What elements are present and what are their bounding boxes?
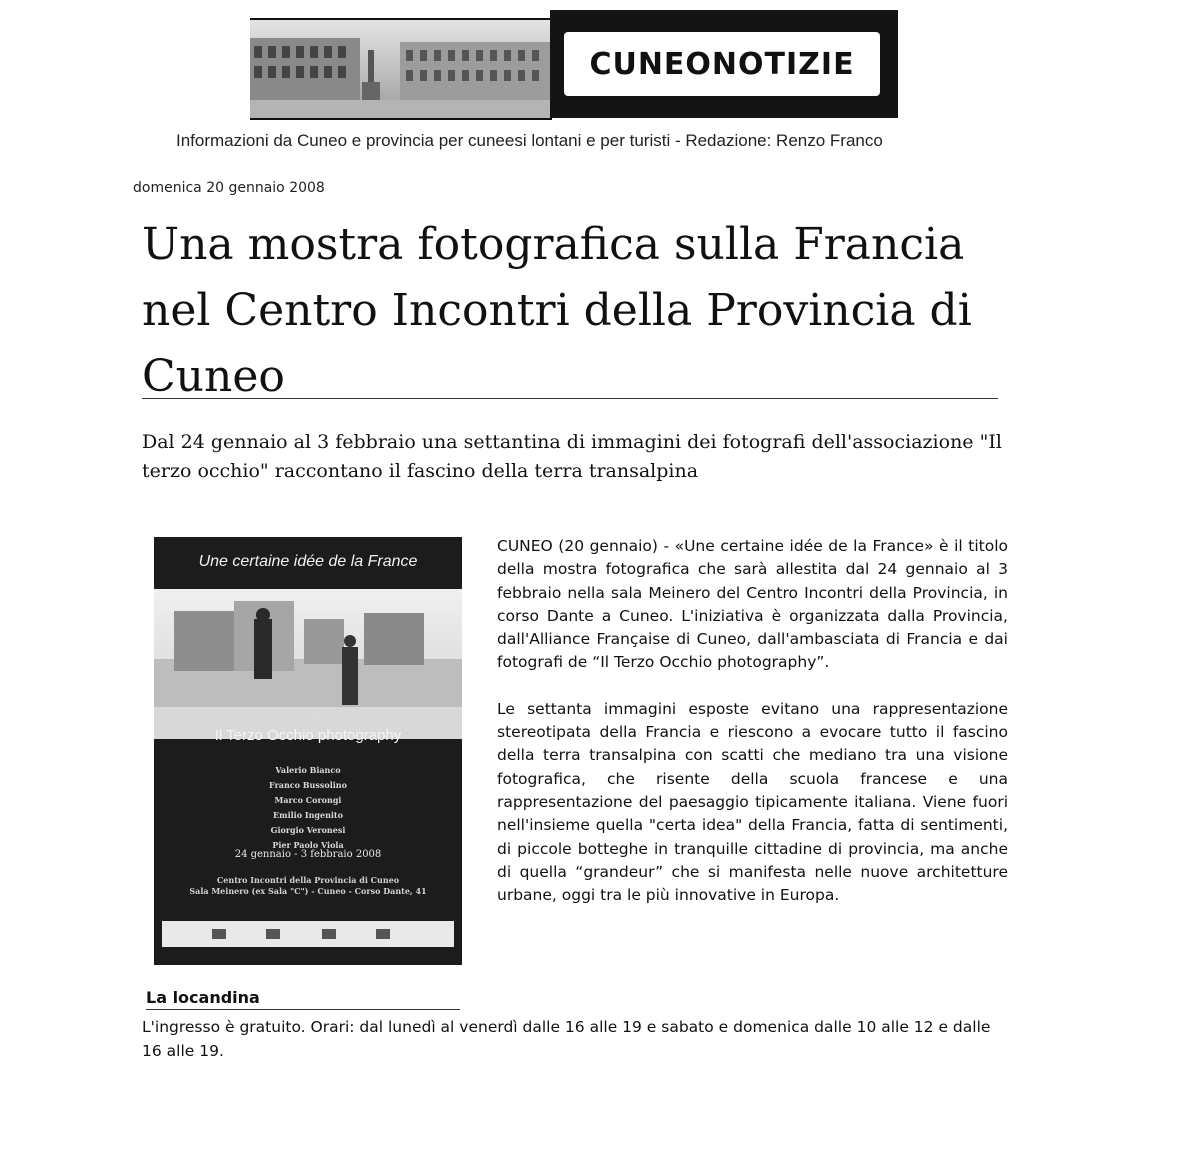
- article-paragraph: CUNEO (20 gennaio) - «Une certaine idée de la France» è il titolo della mostra fotografica che sarà allestita dal 24 gennaio al 3 febbraio nella sala Meinero del Centro Incontri della Provincia, in corso Dante a Cuneo. L'iniziativa è organizzata dalla Provincia, dall'Alliance Française di Cuneo, dall'ambasciata di Francia e dai fotografi de “Il Terzo Occhio photography”.: [497, 537, 1008, 672]
- article-date: domenica 20 gennaio 2008: [133, 180, 325, 196]
- masthead: [250, 10, 898, 118]
- poster-venue-line: Sala Meinero (ex Sala "C") - Cuneo - Corso Dante, 41: [189, 886, 427, 896]
- poster-subtitle: fotografie di: [276, 713, 340, 724]
- site-tagline: Informazioni da Cuneo e provincia per cuneesi lontani e per turisti - Redazione: Renzo Franco: [176, 131, 883, 150]
- poster-sponsor-logos: [162, 921, 454, 947]
- photographer-name: Giorgio Veronesi: [270, 825, 346, 835]
- photographer-name: Pier Paolo Viola: [272, 840, 344, 850]
- poster-title: Une certaine idée de la France: [198, 553, 418, 570]
- poster-venue: [154, 875, 462, 897]
- article-body: [497, 535, 1008, 930]
- sponsor-logo-icon: [376, 929, 390, 939]
- article-subheadline: Dal 24 gennaio al 3 febbraio una settantina di immagini dei fotografi dell'associazione "Il terzo occhio" raccontano il fascino della terra transalpina: [142, 431, 1002, 482]
- site-title: CUNEONOTIZIE: [589, 46, 855, 82]
- masthead-title-box: [550, 10, 898, 118]
- photographer-name: Valerio Bianco: [275, 765, 341, 775]
- photographer-name: Emilio Ingenito: [273, 810, 343, 820]
- sponsor-logo-icon: [322, 929, 336, 939]
- sponsor-logo-icon: [266, 929, 280, 939]
- photographer-name: Franco Bussolino: [269, 780, 347, 790]
- exhibition-poster: [154, 537, 462, 965]
- masthead-city-photo: [250, 18, 552, 120]
- poster-photographers: [154, 763, 462, 853]
- poster-caption: La locandina: [146, 988, 460, 1010]
- headline-divider: [142, 398, 998, 399]
- article-headline: Una mostra fotografica sulla Francia nel Centro Incontri della Provincia di Cuneo: [142, 219, 972, 402]
- photographer-name: Marco Corongi: [274, 795, 342, 805]
- sponsor-logo-icon: [212, 929, 226, 939]
- poster-dates: 24 gennaio - 3 febbraio 2008: [234, 849, 382, 860]
- article-footer-info: L'ingresso è gratuito. Orari: dal lunedì al venerdì dalle 16 alle 19 e sabato e domenica dalle 10 alle 12 e dalle 16 alle 19.: [142, 1018, 991, 1060]
- poster-venue-line: Centro Incontri della Provincia di Cuneo: [216, 875, 400, 885]
- masthead-title-panel: [564, 32, 880, 96]
- article-paragraph: Le settanta immagini esposte evitano una rappresentazione stereotipata della Francia e riescono a evocare tutto il fascino della terra transalpina con scatti che mediano tra una visione fotografica, che risente della scuola francese e una rappresentazione del paesaggio tipicamente italiana. Viene fuori nell'insieme quella "certa idea" della Francia, fatta di sentimenti, di piccole botteghe in tranquille cittadine di provincia, ma anche di quella “grandeur” che si manifesta nelle nuove architetture urbane, oggi tra le più innovative in Europa.: [497, 699, 1008, 905]
- poster-group-name: Il Terzo Occhio photography: [214, 727, 402, 744]
